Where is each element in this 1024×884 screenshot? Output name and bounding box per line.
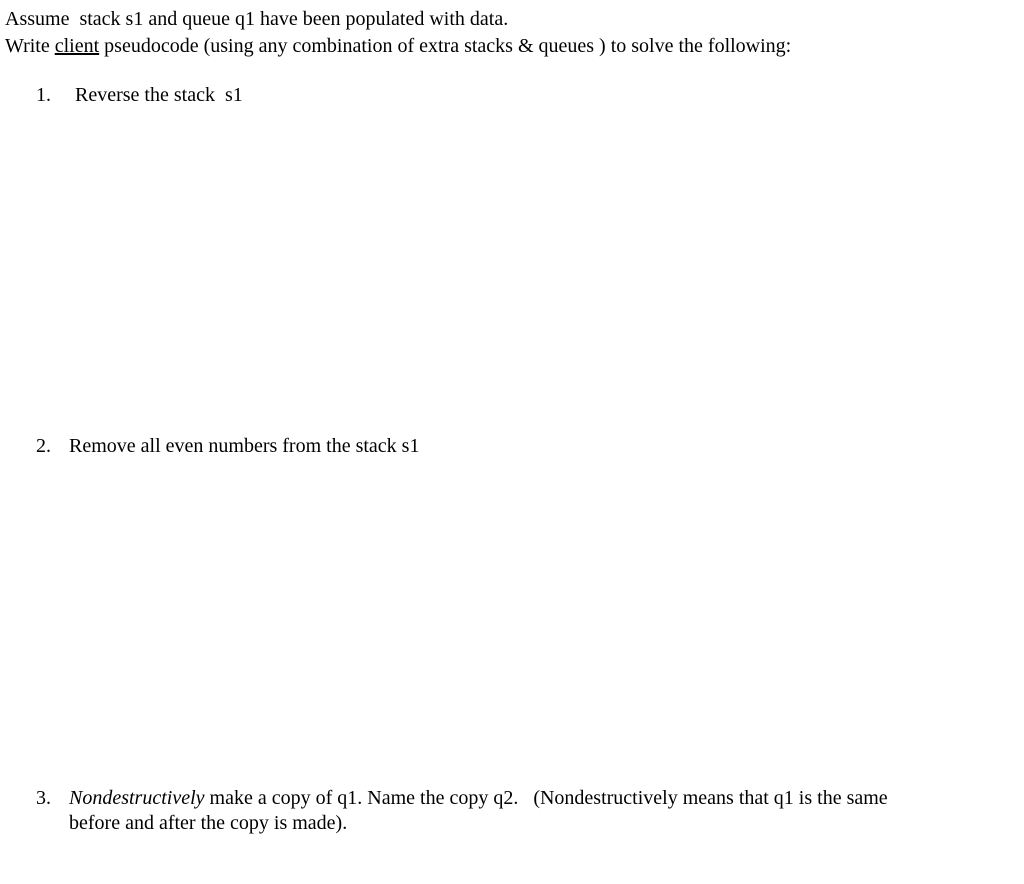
- question-3-line-1-rest: make a copy of q1. Name the copy q2. (Nondestructively means that q1 is the same: [204, 787, 888, 809]
- question-3-italic-lead: Nondestructively: [69, 787, 205, 809]
- question-1-text: Reverse the stack s1: [75, 84, 243, 106]
- intro-line-2: [5, 34, 791, 58]
- intro-line-2-prefix: Write: [5, 35, 55, 57]
- intro-line-2-suffix: pseudocode (using any combination of extra stacks & queues ) to solve the following:: [99, 35, 792, 57]
- intro-line-1: Assume stack s1 and queue q1 have been populated with data.: [5, 8, 509, 30]
- intro-client-underlined: client: [54, 35, 100, 57]
- question-3-text-line-1: [69, 786, 888, 810]
- question-2-text: Remove all even numbers from the stack s1: [69, 435, 420, 457]
- question-1-number: 1.: [36, 84, 51, 106]
- question-3-text-line-2: before and after the copy is made).: [69, 812, 348, 834]
- question-3-number: 3.: [36, 787, 51, 809]
- question-2-number: 2.: [36, 435, 51, 457]
